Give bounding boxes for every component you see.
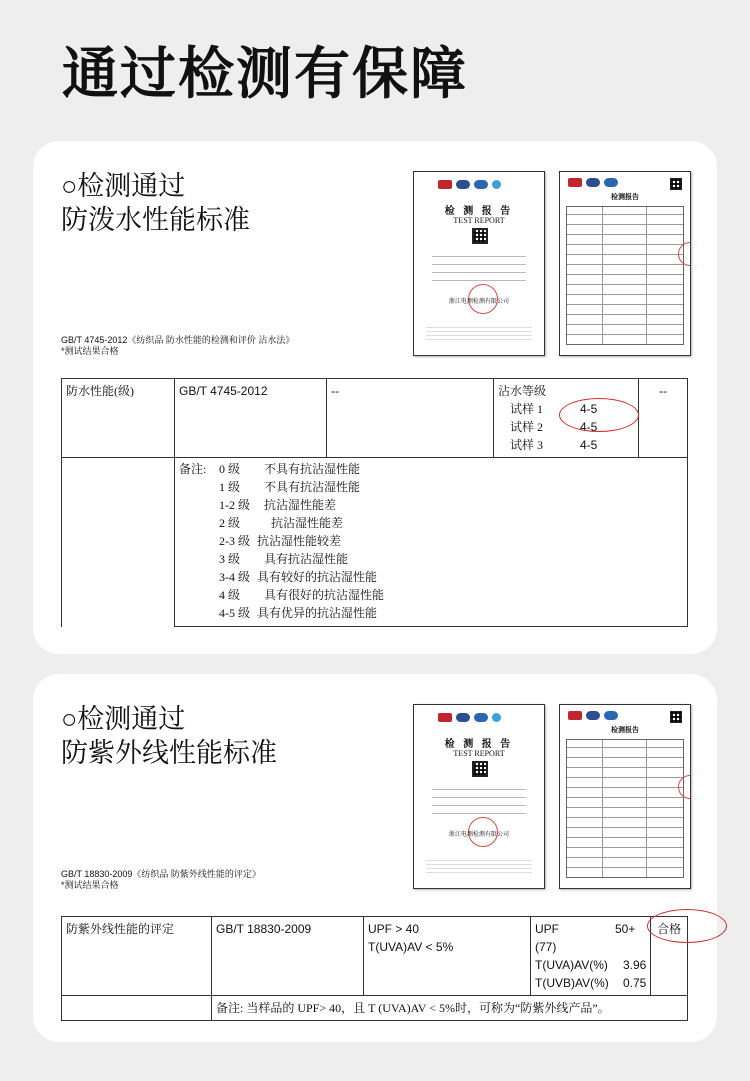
report-footer	[426, 860, 532, 876]
section-heading	[61, 169, 250, 237]
result-row: T(UVA)AV(%) 3.96	[535, 958, 647, 972]
qr-code-icon	[670, 711, 682, 723]
heading-line-1: ○检测通过	[61, 171, 186, 201]
cma-logo-icon	[438, 713, 452, 722]
grade-item: 2 级 抗沾湿性能差	[219, 516, 344, 530]
section-heading	[61, 702, 277, 770]
uv-protection-card	[33, 674, 717, 1042]
result-row: T(UVB)AV(%) 0.75	[535, 976, 647, 990]
qr-code-icon	[472, 761, 488, 777]
test-report-page-image	[559, 171, 691, 356]
heading-line-2: 防泼水性能标准	[61, 205, 250, 235]
ilac-logo-icon	[474, 180, 488, 189]
sample-row	[498, 436, 634, 454]
note-cell	[175, 458, 688, 627]
report-title: 检 测 报 告	[444, 739, 514, 750]
grade-list	[179, 460, 683, 622]
result-pass-note: *测试结果合格	[61, 346, 119, 356]
table-row	[62, 379, 688, 458]
heading-line-2: 防紫外线性能标准	[61, 738, 277, 768]
report-fields	[432, 789, 526, 821]
cma-logo-icon	[568, 711, 582, 720]
method-cell: GB/T 18830-2009	[212, 917, 364, 996]
item-cell: 防水性能(级)	[62, 379, 175, 458]
result-cell	[494, 379, 639, 458]
report-sheet-title: 检测报告	[611, 193, 639, 201]
sample-value: 4-5	[580, 438, 598, 452]
grade-item: 0 级 不具有抗沾湿性能	[219, 462, 361, 476]
requirement-cell: --	[327, 379, 494, 458]
standard-reference: GB/T 18830-2009《纺织品 防紫外线性能的评定》	[61, 869, 261, 879]
cnas-logo-icon	[456, 180, 470, 189]
report-subtitle: TEST REPORT	[453, 216, 505, 225]
cma-logo-icon	[438, 180, 452, 189]
report-table-image	[566, 739, 684, 878]
result-cell	[531, 917, 651, 996]
sample-value: 4-5	[580, 420, 598, 434]
test-report-page-image	[559, 704, 691, 889]
standard-note	[61, 869, 261, 891]
result-row: UPF 50+	[535, 922, 636, 936]
report-sheet-title: 检测报告	[611, 726, 639, 734]
grade-item: 3 级 具有抗沾湿性能	[219, 552, 349, 566]
seal-logo-icon	[492, 713, 501, 722]
result-pass-note: *测试结果合格	[61, 880, 119, 890]
certification-logos	[438, 713, 501, 722]
requirement-cell	[364, 917, 531, 996]
waterproof-card	[33, 141, 717, 654]
grade-item: 3-4 级 具有较好的抗沾湿性能	[219, 570, 378, 584]
report-subtitle: TEST REPORT	[453, 749, 505, 758]
pass-verdict: 合格	[657, 922, 682, 936]
method-cell: GB/T 4745-2012	[175, 379, 327, 458]
ilac-logo-icon	[474, 713, 488, 722]
highlight-ring	[647, 909, 727, 943]
sample-label: 试样 2	[510, 420, 544, 434]
qr-code-icon	[472, 228, 488, 244]
uv-result-table	[61, 916, 688, 1021]
report-company: 浙江电测检测有限公司	[448, 299, 509, 305]
standard-reference: GB/T 4745-2012《纺织品 防水性能的检测和评价 沾水法》	[61, 335, 295, 345]
judgement-cell: --	[639, 379, 688, 458]
grade-item: 4 级 具有很好的抗沾湿性能	[219, 588, 385, 602]
sample-label: 试样 1	[510, 402, 544, 416]
grade-item: 4-5 级 具有优异的抗沾湿性能	[219, 606, 378, 620]
cnas-logo-icon	[586, 178, 600, 187]
page-title: 通过检测有保障	[62, 42, 468, 105]
certification-logos	[568, 178, 618, 187]
table-row	[62, 917, 688, 996]
test-report-cover-image	[413, 171, 545, 356]
requirement-uva: T(UVA)AV < 5%	[368, 940, 454, 954]
cnas-logo-icon	[456, 713, 470, 722]
standard-note	[61, 335, 294, 357]
requirement-upf: UPF > 40	[368, 922, 420, 936]
note-cell: 备注: 当样品的 UPF> 40，且 T (UVA)AV < 5%时，可称为“防紫外线产品”。	[212, 996, 688, 1021]
table-row	[62, 458, 688, 627]
report-fields	[432, 256, 526, 288]
certification-logos	[438, 180, 501, 189]
report-footer	[426, 327, 532, 343]
qr-code-icon	[670, 178, 682, 190]
ilac-logo-icon	[604, 178, 618, 187]
sample-label: 试样 3	[510, 438, 544, 452]
certification-logos	[568, 711, 618, 720]
cnas-logo-icon	[586, 711, 600, 720]
item-cell: 防紫外线性能的评定	[62, 917, 212, 996]
heading-line-1: ○检测通过	[61, 704, 186, 734]
cma-logo-icon	[568, 178, 582, 187]
seal-logo-icon	[492, 180, 501, 189]
result-title: 沾水等级	[498, 384, 547, 398]
ilac-logo-icon	[604, 711, 618, 720]
waterproof-result-table	[61, 378, 688, 627]
upf-raw-value: (77)	[535, 940, 557, 954]
report-title: 检 测 报 告	[444, 206, 514, 217]
table-row	[62, 996, 688, 1021]
grade-item: 2-3 级 抗沾湿性能较差	[219, 534, 342, 548]
judgement-cell	[651, 917, 688, 996]
grade-item: 1-2 级 抗沾湿性能差	[219, 498, 337, 512]
sample-value: 4-5	[580, 402, 598, 416]
note-label: 备注:	[179, 462, 207, 476]
highlight-ring	[559, 398, 639, 432]
report-table-image	[566, 206, 684, 345]
grade-item: 1 级 不具有抗沾湿性能	[219, 480, 361, 494]
test-report-cover-image	[413, 704, 545, 889]
report-company: 浙江电测检测有限公司	[448, 832, 509, 838]
